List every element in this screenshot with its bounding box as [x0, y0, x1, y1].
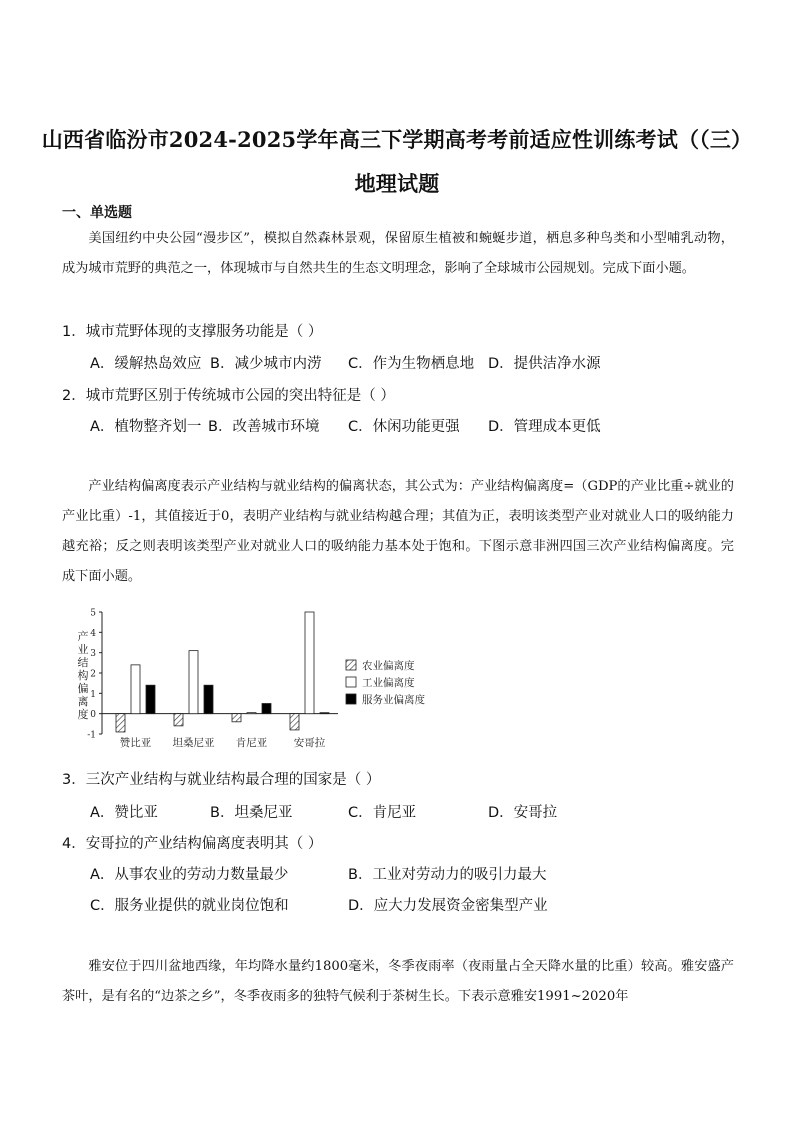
legend-swatch — [346, 694, 356, 704]
service-bar — [146, 685, 155, 713]
legend-label: 工业偏离度 — [362, 677, 415, 689]
y-axis-label-char: 离 — [77, 695, 89, 708]
question-2-option-a[interactable]: A．植物整齐划一 — [90, 419, 202, 435]
service-bar — [320, 713, 329, 714]
passage-3: 雅安位于四川盆地西缘，年均降水量约1800毫米，冬季夜雨率（夜雨量占全天降水量的比重）较高。雅安盛产茶叶，是有名的“边茶之乡”，冬季夜雨多的独特气候利于茶树生长。下表示意雅安1991~2020年 — [62, 959, 734, 1004]
question-4-option-a[interactable]: A．从事农业的劳动力数量最少 — [90, 867, 289, 883]
question-2-option-d[interactable]: D．管理成本更低 — [488, 419, 601, 435]
y-tick-label: 0 — [90, 710, 96, 721]
question-3-option-a[interactable]: A．赞比亚 — [90, 805, 158, 821]
paper-title: 山西省临汾市2024-2025学年高三下学期高考考前适应性训练考试（（三） — [41, 127, 753, 152]
industry-bar — [305, 612, 314, 714]
x-tick-label: 赞比亚 — [119, 737, 152, 749]
y-tick-label: 3 — [90, 649, 96, 660]
y-axis-label-char: 产 — [77, 630, 89, 643]
y-axis-label-char: 偏 — [77, 682, 89, 695]
legend-swatch — [346, 660, 356, 670]
question-3-option-c[interactable]: C．肯尼亚 — [348, 805, 417, 821]
question-1-option-d[interactable]: D．提供洁净水源 — [488, 356, 601, 372]
industry-bar — [247, 713, 256, 714]
question-4-option-d[interactable]: D．应大力发展资金密集型产业 — [348, 898, 548, 914]
y-axis-label-char: 度 — [77, 708, 89, 721]
question-3-option-d[interactable]: D．安哥拉 — [488, 805, 558, 821]
agriculture-bar — [116, 714, 125, 732]
question-4-option-b[interactable]: B．工业对劳动力的吸引力最大 — [348, 867, 547, 883]
legend-label: 农业偏离度 — [362, 660, 415, 672]
deviation-bar-chart — [70, 604, 470, 756]
question-3-option-b[interactable]: B．坦桑尼亚 — [210, 805, 293, 821]
y-tick-label: 4 — [90, 628, 96, 639]
service-bar — [262, 704, 271, 714]
section-heading: 一、单选题 — [62, 205, 132, 221]
y-axis-label-char: 结 — [77, 656, 89, 669]
question-2-option-c[interactable]: C．休闲功能更强 — [348, 419, 460, 435]
agriculture-bar — [174, 714, 183, 726]
legend-swatch — [346, 677, 356, 687]
x-tick-label: 坦桑尼亚 — [172, 737, 215, 749]
passage-1: 美国纽约中央公园“漫步区”，模拟自然森林景观，保留原生植被和蜿蜒步道，栖息多种鸟类和小型哺乳动物，成为城市荒野的典范之一，体现城市与自然共生的生态文明理念，影响了全球城市公园规划。完成下面小题。 — [62, 231, 734, 276]
question-4-option-c[interactable]: C．服务业提供的就业岗位饱和 — [90, 898, 289, 914]
y-tick-label: 1 — [90, 689, 96, 700]
paper-subtitle: 地理试题 — [354, 171, 440, 196]
industry-bar — [189, 651, 198, 714]
legend-label: 服务业偏离度 — [362, 694, 425, 706]
question-1-option-b[interactable]: B．减少城市内涝 — [210, 356, 322, 372]
x-tick-label: 安哥拉 — [293, 737, 326, 749]
service-bar — [204, 685, 213, 713]
question-2-option-b[interactable]: B．改善城市环境 — [208, 419, 320, 435]
y-tick-label: -1 — [87, 730, 96, 741]
y-axis-label-char: 业 — [77, 643, 89, 656]
passage-2: 产业结构偏离度表示产业结构与就业结构的偏离状态，其公式为：产业结构偏离度=（GDP的产业比重÷就业的产业比重）-1，其值接近于0，表明产业结构与就业结构越合理；其值为正，表明该类型产业对就业人口的吸纳能力越充裕；反之则表明该类型产业对就业人口的吸纳能力基本处于饱和。下图示意非洲四国三次产业结构偏离度。完成下面小题。 — [62, 479, 734, 584]
y-tick-label: 2 — [90, 669, 96, 680]
question-1-stem: 1．城市荒野体现的支撑服务功能是（ ） — [62, 324, 323, 340]
industry-bar — [131, 665, 140, 714]
question-1-option-c[interactable]: C．作为生物栖息地 — [348, 356, 475, 372]
y-tick-label: 5 — [90, 608, 96, 619]
agriculture-bar — [232, 714, 241, 722]
x-tick-label: 肯尼亚 — [235, 737, 268, 749]
question-2-stem: 2．城市荒野区别于传统城市公园的突出特征是（ ） — [62, 388, 395, 404]
question-3-stem: 3．三次产业结构与就业结构最合理的国家是（ ） — [62, 772, 381, 788]
question-1-option-a[interactable]: A．缓解热岛效应 — [90, 356, 202, 372]
agriculture-bar — [290, 714, 299, 730]
question-4-stem: 4．安哥拉的产业结构偏离度表明其（ ） — [62, 836, 323, 852]
y-axis-label-char: 构 — [77, 669, 89, 682]
